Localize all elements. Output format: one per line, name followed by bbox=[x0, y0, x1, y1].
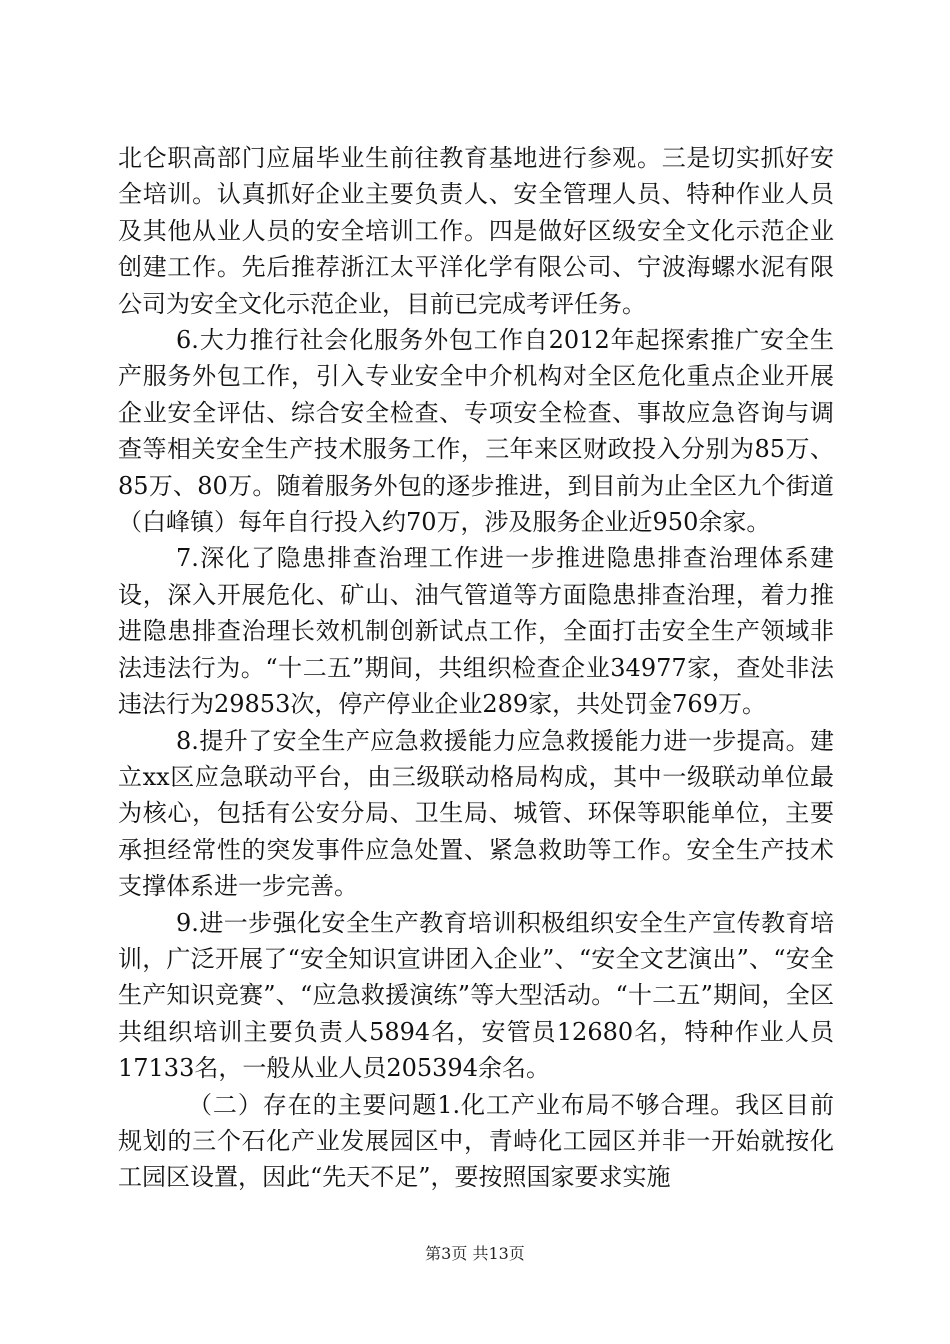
paragraph-1: 北仑职高部门应届毕业生前往教育基地进行参观。三是切实抓好安全培训。认真抓好企业主要负责人、安全管理人员、特种作业人员及其他从业人员的安全培训工作。四是做好区级安全文化示范企业创建工作。先后推荐浙江太平洋化学有限公司、宁波海螺水泥有限公司为安全文化示范企业，目前已完成考评任务。 bbox=[118, 144, 834, 318]
paragraph-6: （二）存在的主要问题1.化工产业布局不够合理。我区目前规划的三个石化产业发展园区中，青峙化工园区并非一开始就按化工园区设置，因此“先天不足”，要按照国家要求实施 bbox=[118, 1090, 834, 1192]
paragraph-2: 6.大力推行社会化服务外包工作自2012年起探索推广安全生产服务外包工作，引入专业安全中介机构对全区危化重点企业开展企业安全评估、综合安全检查、专项安全检查、事故应急咨询与调查等相关安全生产技术服务工作，三年来区财政投入分别为85万、85万、80万。随着服务外包的逐步推进，到目前为止全区九个街道（白峰镇）每年自行投入约70万，涉及服务企业近950余家。 bbox=[118, 326, 834, 537]
page-footer: 第3页 共13页 bbox=[425, 1244, 525, 1263]
paragraph-4: 8.提升了安全生产应急救援能力应急救援能力进一步提高。建立xx区应急联动平台，由三级联动格局构成，其中一级联动单位最为核心，包括有公安分局、卫生局、城管、环保等职能单位，主要承担经常性的突发事件应急处置、紧急救助等工作。安全生产技术支撑体系进一步完善。 bbox=[118, 726, 834, 901]
document-body bbox=[118, 140, 834, 1196]
paragraph-3: 7.深化了隐患排查治理工作进一步推进隐患排查治理体系建设，深入开展危化、矿山、油气管道等方面隐患排查治理，着力推进隐患排查治理长效机制创新试点工作，全面打击安全生产领域非法违法行为。“十二五”期间，共组织检查企业34977家，查处非法违法行为29853次，停产停业企业289家，共处罚金769万。 bbox=[118, 544, 834, 719]
paragraph-5: 9.进一步强化安全生产教育培训积极组织安全生产宣传教育培训，广泛开展了“安全知识宣讲团入企业”、“安全文艺演出”、“安全生产知识竞赛”、“应急救援演练”等大型活动。“十二五”期间，全区共组织培训主要负责人5894名，安管员12680名，特种作业人员17133名，一般从业人员205394余名。 bbox=[118, 908, 834, 1083]
